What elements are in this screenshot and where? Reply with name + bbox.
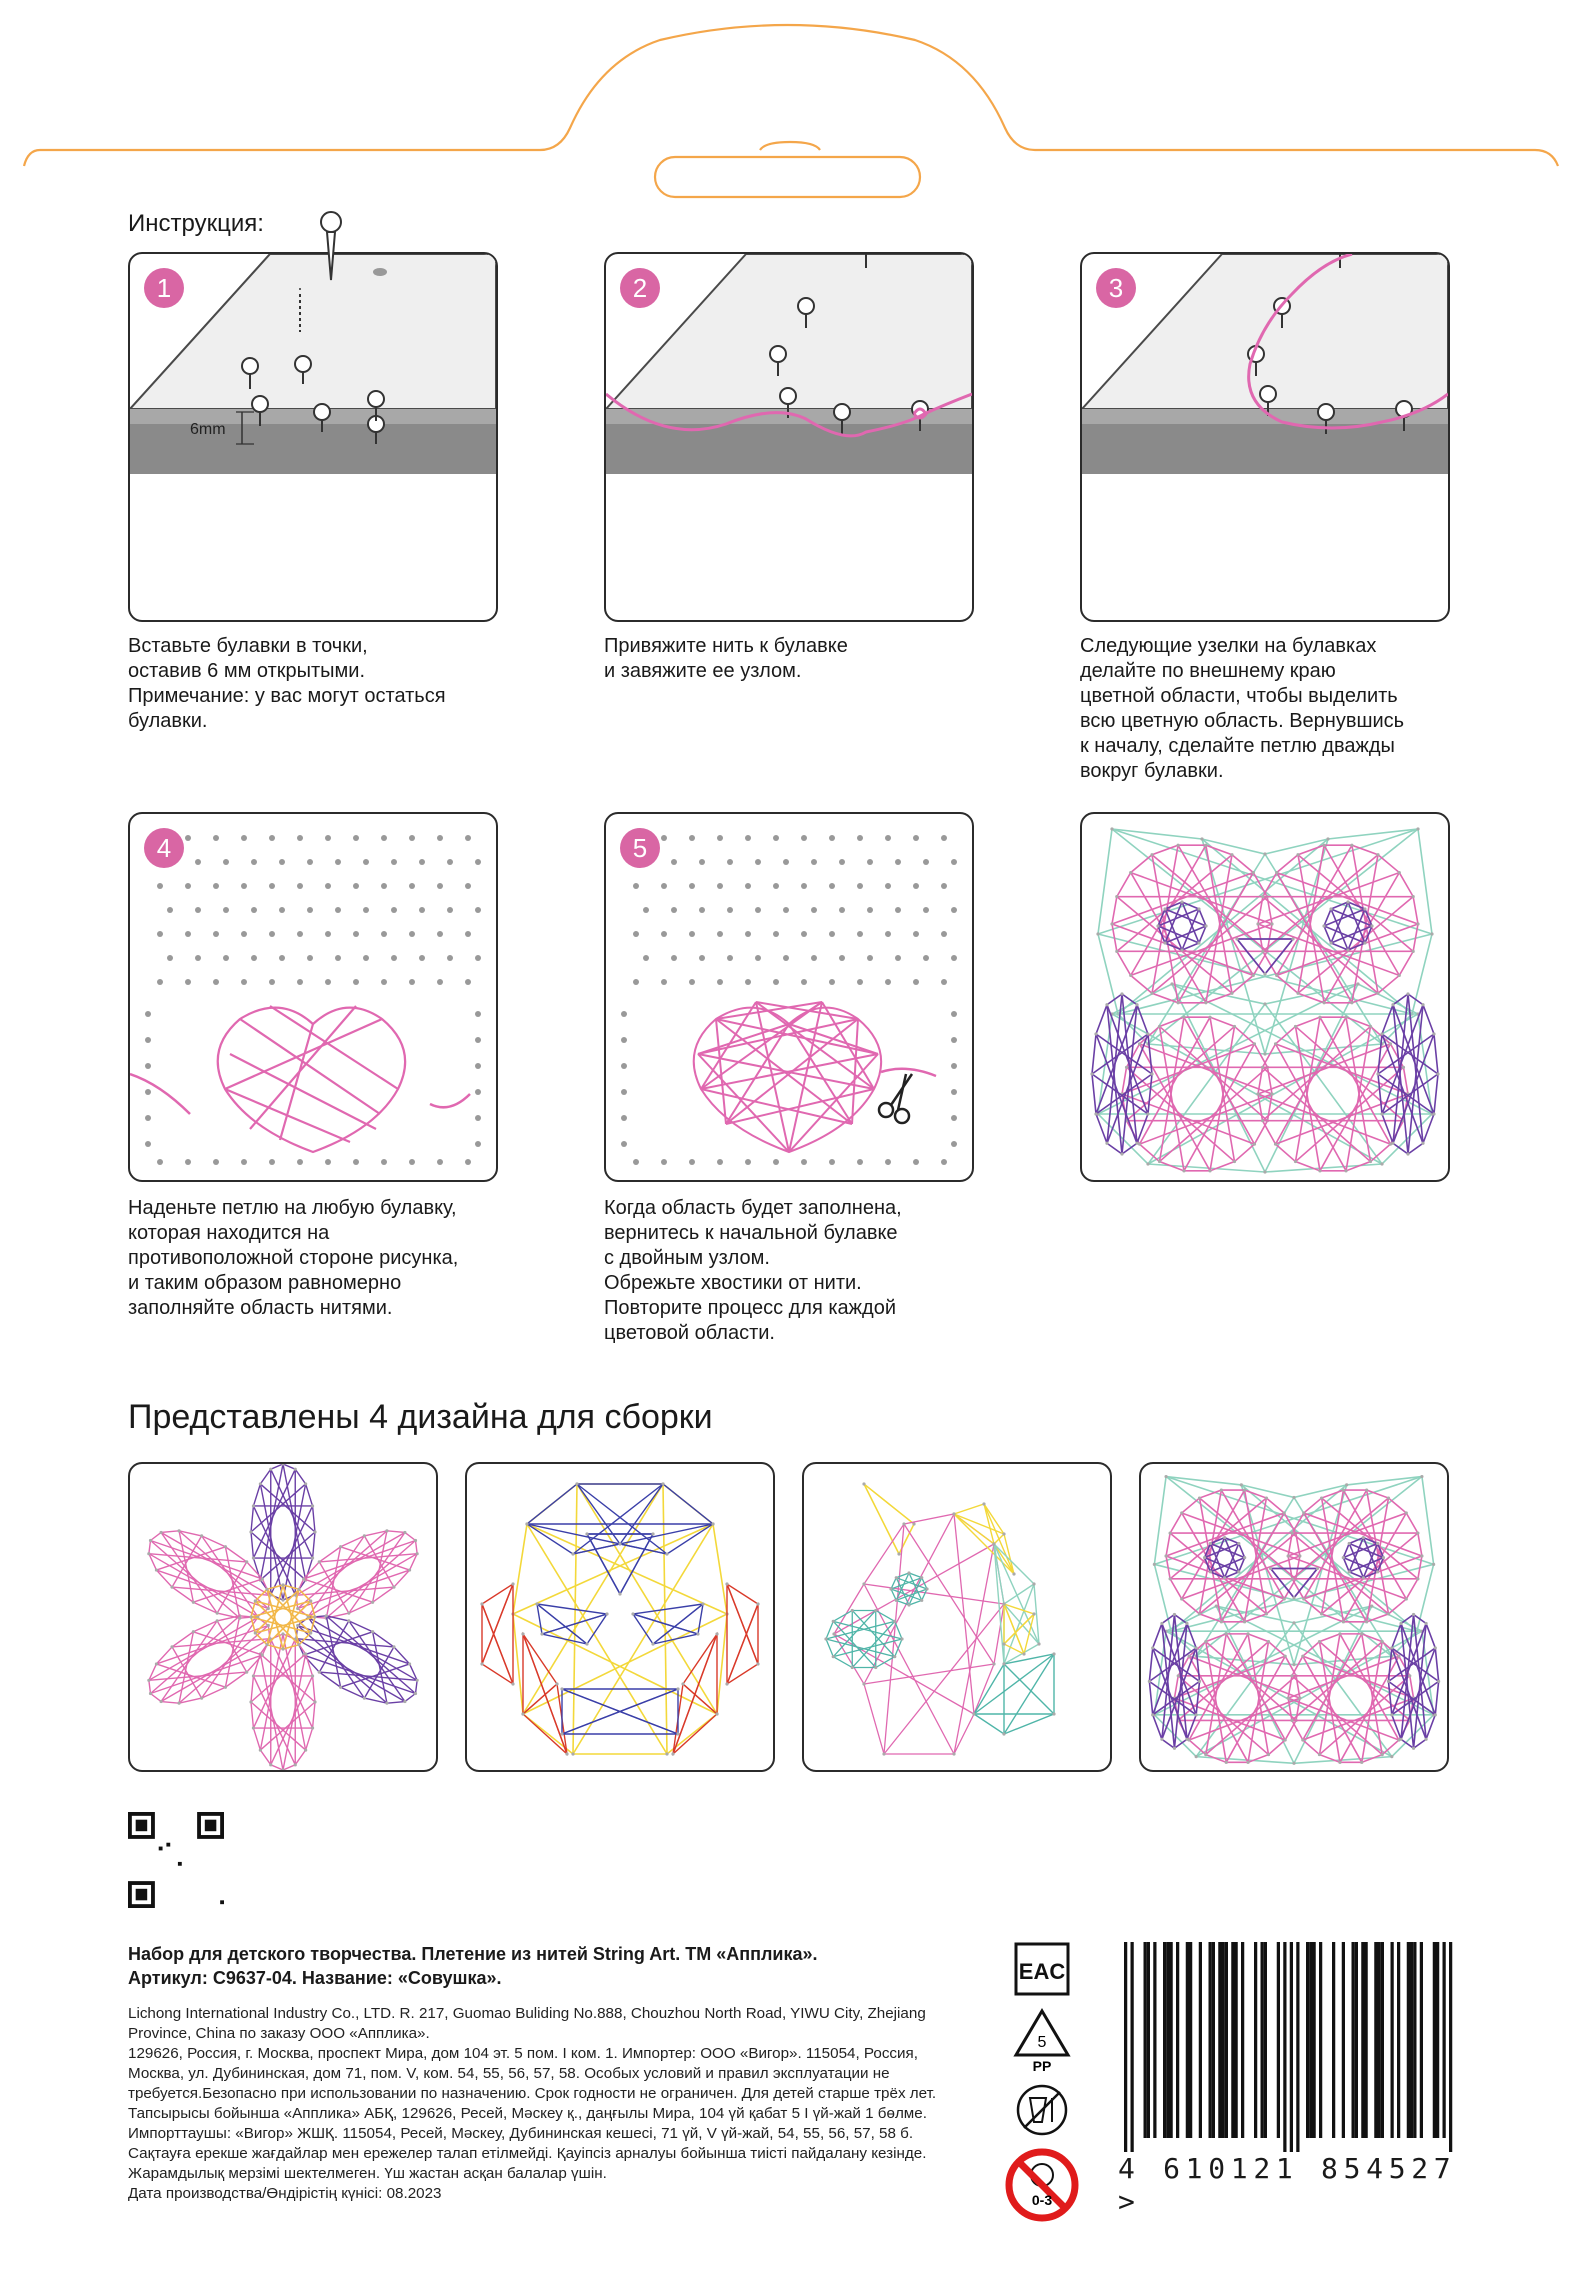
legal-line: Импорттаушы: «Вигор» ЖШҚ. 115054, Ресей, Мәскеу, Дубининская кешесі, 71 үй, V үй-жай, 54, 55, 56, 57, 58 б.: [128, 2125, 914, 2142]
mask-string-art: [467, 1464, 773, 1770]
step-1-illustration: [128, 252, 498, 622]
recycle-code: PP: [1032, 2058, 1052, 2074]
designs-title: Представлены 4 дизайна для сборки: [128, 1398, 713, 1436]
owl-string-art: [1082, 814, 1448, 1180]
food-safe-glass-fork-icon: [1002, 2080, 1082, 2140]
heart-outline-svg: [130, 814, 496, 1180]
barcode: [1118, 1942, 1468, 2218]
eac-mark-icon: [1002, 1940, 1082, 2000]
design-flower: [128, 1462, 438, 1772]
product-line-1: Набор для детского творчества. Плетение из нитей String Art. ТМ «Апплика».: [128, 1944, 818, 1964]
step-3-illustration: [1080, 252, 1450, 622]
legal-line: Сақтауға ерекше жағдайлар мен ережелер талап етілмейді. Қауіпсіз арналуы бойынша тиісті пайдалану кезінде.: [128, 2145, 927, 2162]
step-badge: 4: [144, 828, 184, 868]
instruction-label: Инструкция:: [128, 210, 264, 237]
step-3-text: Следующие узелки на булавках делайте по внешнему краю цветной области, чтобы выделить всю цветную область. Вернувшись к началу, сделайте петлю дважды вокруг булавки.: [1080, 635, 1405, 782]
product-info: [128, 1942, 988, 1990]
barcode-bars: [1118, 1942, 1468, 2152]
flower-string-art: [130, 1464, 436, 1770]
board-pins-svg: [130, 254, 496, 620]
step-2-text: Привяжите нить к булавке и завяжите ее узлом.: [604, 635, 848, 682]
unicorn-string-art: [804, 1464, 1110, 1770]
step-5-illustration: [604, 812, 974, 1182]
measure-label: 6mm: [190, 421, 226, 438]
hang-slot: [655, 157, 920, 197]
legal-line: Lichong International Industry Co., LTD. R. 217, Guomao Buliding No.888, Chouzhou North Road, YIWU City, Zhejiang: [128, 2005, 926, 2022]
step-badge: 5: [620, 828, 660, 868]
recycle-pp-icon: [1002, 2005, 1082, 2075]
barcode-digits: 4 610121 854527 >: [1118, 2152, 1457, 2218]
eac-label: EAC: [1018, 1959, 1066, 1984]
legal-line: 129626, Россия, г. Москва, проспект Мира, дом 104 эт. 5 пом. I ком. 1. Импортер: ООО «Вигор». 115054, Россия,: [128, 2045, 918, 2062]
age-restriction-icon: [1002, 2145, 1082, 2225]
step-5-text: Когда область будет заполнена, вернитесь к начальной булавке с двойным узлом. Обрежьте хвостики от нити. Повторите процесс для каждой цветовой области.: [604, 1197, 902, 1344]
owl-string-art: [1141, 1464, 1447, 1770]
legal-line: Тапсырысы бойынша «Апплика» АБҚ, 129626, Ресей, Мәскеу қ., даңғылы Мира, 104 үй қабат 5 I үй-жай 1 бөлме.: [128, 2105, 927, 2122]
step-badge: 2: [620, 268, 660, 308]
step-4-text: Наденьте петлю на любую булавку, которая находится на противоположной стороне рисунка, и таким образом равномерно заполняйте область нитями.: [128, 1197, 459, 1319]
push-pin-icon: [316, 210, 346, 310]
board-outline-svg: [1082, 254, 1448, 620]
step-1-text: Вставьте булавки в точки, оставив 6 мм открытыми. Примечание: у вас могут остаться булавки.: [128, 635, 446, 732]
legal-line: Жарамдылық мерзімі шектелмеген. Үш жастан асқан балалар үшін.: [128, 2165, 607, 2182]
legal-line: Дата производства/Өндірістің күнісі: 08.2023: [128, 2185, 442, 2202]
legal-line: Province, China по заказу ООО «Апплика».: [128, 2025, 430, 2042]
product-line-2: Артикул: С9637-04. Название: «Совушка».: [128, 1968, 502, 1988]
board-thread-svg: [606, 254, 972, 620]
legal-text: [128, 2004, 968, 2204]
recycle-number: 5: [1037, 2034, 1047, 2051]
age-label: 0-3: [1031, 2192, 1053, 2208]
design-unicorn: [802, 1462, 1112, 1772]
step-6-owl-result: [1080, 812, 1450, 1182]
design-iron-mask: [465, 1462, 775, 1772]
scissors-icon: [879, 1074, 912, 1123]
hanger-outline: [0, 0, 1575, 220]
legal-line: требуется.Безопасно при использовании по назначению. Срок годности не ограничен. Для детей старше трёх лет.: [128, 2085, 937, 2102]
step-badge: 1: [144, 268, 184, 308]
design-owl: [1139, 1462, 1449, 1772]
heart-filled-svg: [606, 814, 972, 1180]
legal-line: Москва, ул. Дубининская, дом 71, пом. V, ком. 54, 55, 56, 57, 58. Особых условий и правил эксплуатации не: [128, 2065, 890, 2082]
step-4-illustration: [128, 812, 498, 1182]
step-badge: 3: [1096, 268, 1136, 308]
qr-code[interactable]: [128, 1812, 224, 1908]
certification-marks: [1002, 1940, 1082, 2230]
step-2-illustration: [604, 252, 974, 622]
